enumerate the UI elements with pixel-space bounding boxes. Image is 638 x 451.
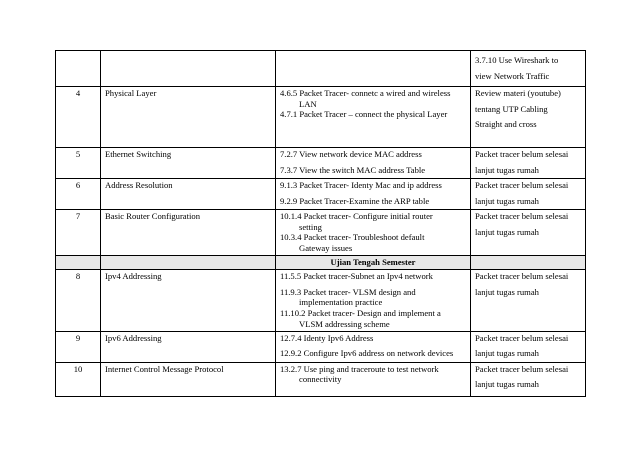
activity-line: 11.5.5 Packet tracer-Subnet an Ipv4 network xyxy=(280,270,433,281)
activity-line: 12.9.2 Configure Ipv6 address on network devices xyxy=(280,348,454,359)
syllabus-table-body xyxy=(56,51,586,397)
note-line: lanjut tugas rumah xyxy=(475,379,539,390)
notes-cell xyxy=(471,87,586,148)
note-line: tentang UTP Cabling xyxy=(475,103,548,114)
activity-cell xyxy=(276,51,471,87)
meeting-number xyxy=(56,51,101,87)
note-line: Packet tracer belum selesai xyxy=(475,363,569,374)
notes-cell xyxy=(471,51,586,87)
table-row xyxy=(56,210,586,256)
meeting-number: 7 xyxy=(56,210,101,256)
note-line: lanjut tugas rumah xyxy=(475,164,539,175)
activity-cell xyxy=(276,87,471,148)
note-line: Packet tracer belum selesai xyxy=(475,149,569,159)
activity-line: 4.6.5 Packet Tracer- connetc a wired and wireless xyxy=(280,88,451,98)
notes-cell xyxy=(471,269,586,331)
topic-cell xyxy=(101,51,276,87)
exam-label: Ujian Tengah Semester xyxy=(276,255,471,269)
note-line: Review materi (youtube) xyxy=(475,88,561,98)
activity-cell xyxy=(276,331,471,362)
exam-row-blank xyxy=(471,255,586,269)
exam-row xyxy=(56,255,586,269)
activity-continuation: LAN xyxy=(299,98,317,109)
activity-cell xyxy=(276,148,471,179)
table-row xyxy=(56,362,586,396)
topic-cell: Address Resolution xyxy=(101,179,276,210)
table-row xyxy=(56,331,586,362)
topic-cell: Internet Control Message Protocol xyxy=(101,362,276,396)
table-row xyxy=(56,148,586,179)
activity-line: 10.3.4 Packet tracer- Troubleshoot default xyxy=(280,232,425,243)
notes-cell xyxy=(471,331,586,362)
note-line: lanjut tugas rumah xyxy=(475,348,539,359)
note-line: 3.7.10 Use Wireshark to xyxy=(475,55,559,65)
note-line: Packet tracer belum selesai xyxy=(475,270,569,281)
note-line: Packet tracer belum selesai xyxy=(475,180,569,190)
notes-cell xyxy=(471,210,586,256)
note-line: Straight and cross xyxy=(475,119,537,130)
exam-row-blank xyxy=(101,255,276,269)
topic-cell: Physical Layer xyxy=(101,87,276,148)
activity-continuation: implementation practice xyxy=(299,297,383,308)
notes-cell xyxy=(471,148,586,179)
topic-cell: Ethernet Switching xyxy=(101,148,276,179)
table-row xyxy=(56,87,586,148)
table-row xyxy=(56,179,586,210)
activity-line: 10.1.4 Packet tracer- Configure initial router xyxy=(280,211,433,221)
activity-line: 9.1.3 Packet Tracer- Identy Mac and ip address xyxy=(280,180,442,190)
activity-line: 9.2.9 Packet Tracer-Examine the ARP table xyxy=(280,195,430,206)
note-line: lanjut tugas rumah xyxy=(475,226,539,237)
topic-cell: Ipv4 Addressing xyxy=(101,269,276,331)
meeting-number: 4 xyxy=(56,87,101,148)
topic-cell: Ipv6 Addressing xyxy=(101,331,276,362)
activity-continuation: setting xyxy=(299,221,322,232)
table-row xyxy=(56,51,586,87)
notes-cell xyxy=(471,362,586,396)
syllabus-table xyxy=(55,50,586,397)
meeting-number: 6 xyxy=(56,179,101,210)
table-row xyxy=(56,269,586,331)
activity-continuation: VLSM addressing scheme xyxy=(299,318,390,329)
activity-continuation: Gateway issues xyxy=(299,243,353,254)
exam-row-blank xyxy=(56,255,101,269)
activity-cell xyxy=(276,210,471,256)
topic-cell: Basic Router Configuration xyxy=(101,210,276,256)
activity-cell xyxy=(276,179,471,210)
note-line: Packet tracer belum selesai xyxy=(475,211,569,221)
meeting-number: 5 xyxy=(56,148,101,179)
activity-line: 12.7.4 Identy Ipv6 Address xyxy=(280,332,374,343)
meeting-number: 8 xyxy=(56,269,101,331)
note-line: lanjut tugas rumah xyxy=(475,286,539,297)
meeting-number: 10 xyxy=(56,362,101,396)
activity-cell xyxy=(276,269,471,331)
note-line: Packet tracer belum selesai xyxy=(475,332,569,343)
activity-continuation: connectivity xyxy=(299,374,342,385)
notes-cell xyxy=(471,179,586,210)
activity-line: 7.3.7 View the switch MAC address Table xyxy=(280,164,426,175)
activity-cell xyxy=(276,362,471,396)
activity-line: 13.2.7 Use ping and traceroute to test network xyxy=(280,363,439,374)
note-line: view Network Traffic xyxy=(475,70,550,81)
meeting-number: 9 xyxy=(56,331,101,362)
activity-line: 11.10.2 Packet tracer- Design and implement a xyxy=(280,308,441,319)
activity-line: 11.9.3 Packet tracer- VLSM design and xyxy=(280,286,416,297)
activity-line: 7.2.7 View network device MAC address xyxy=(280,149,422,159)
note-line: lanjut tugas rumah xyxy=(475,195,539,206)
activity-line: 4.7.1 Packet Tracer – connect the physical Layer xyxy=(280,109,448,120)
